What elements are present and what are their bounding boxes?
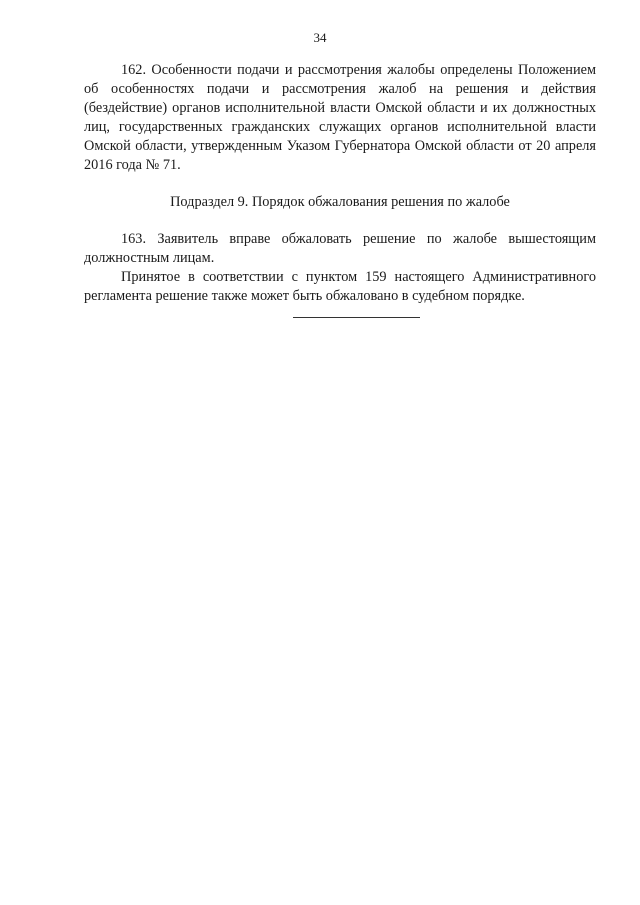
page-number: 34 — [313, 30, 327, 45]
end-divider — [293, 317, 420, 318]
paragraph-163: 163. Заявитель вправе обжаловать решение по жалобе вышестоящим должностным лицам. — [84, 231, 596, 266]
paragraph-163-continued: Принятое в соответствии с пунктом 159 настоящего Административного регламента решение также может быть обжаловано в судебном порядке. — [84, 269, 596, 304]
document-body — [84, 61, 596, 306]
subsection-heading: Подраздел 9. Порядок обжалования решения по жалобе — [170, 194, 510, 210]
paragraph-162: 162. Особенности подачи и рассмотрения жалобы определены Положением об особенностях подачи и рассмотрения жалоб на решения и действия (бездействие) органов исполнительной власти Омской области и их должностных лиц, государственных гражданских служащих органов исполнительной власти Омской области, утвержденным Указом Губернатора Омской области от 20 апреля 2016 года № 71. — [84, 62, 596, 173]
